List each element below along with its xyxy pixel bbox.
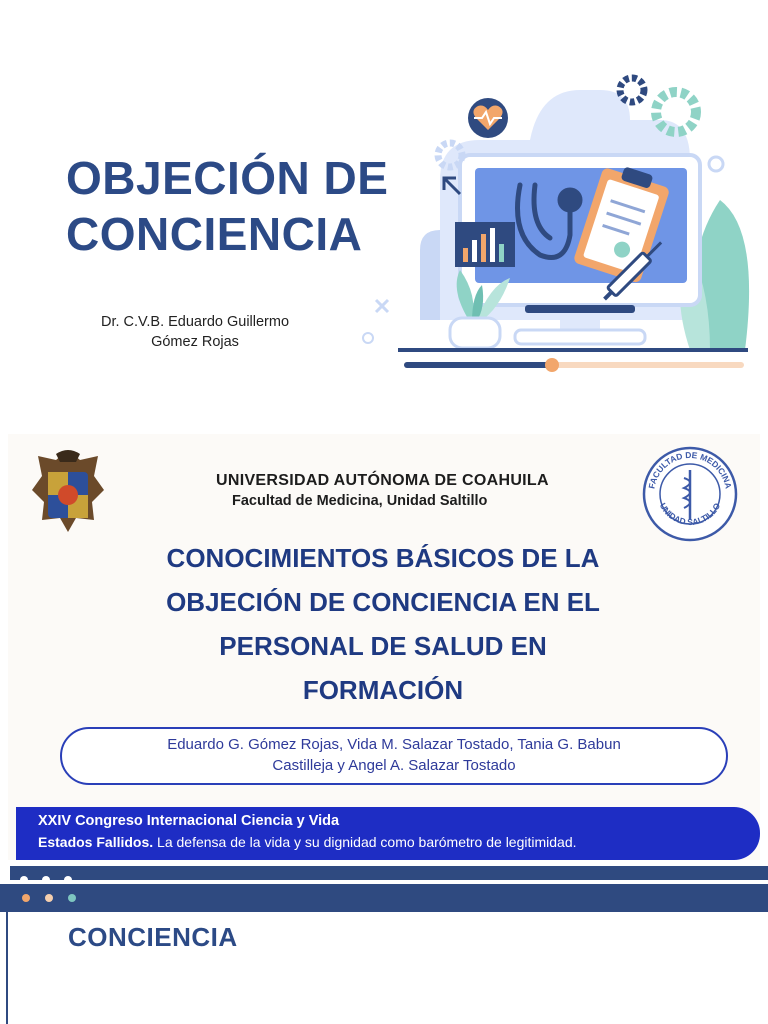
poster-title-line-3: PERSONAL DE SALUD EN	[219, 631, 547, 661]
congress-subtitle-bold: Estados Fallidos.	[38, 834, 154, 850]
cover-author	[70, 312, 320, 352]
svg-text:UNIDAD SALTILLO: UNIDAD SALTILLO	[657, 501, 723, 527]
header-bar	[0, 884, 768, 912]
cover-title	[66, 150, 406, 262]
congress-banner	[16, 807, 760, 860]
poster-slide	[8, 434, 760, 860]
authors-box	[60, 727, 728, 785]
bar-chart-icon	[455, 222, 515, 267]
cover-title-line-2: CONCIENCIA	[66, 208, 363, 260]
congress-title: XXIV Congreso Internacional Ciencia y Vida	[38, 813, 340, 829]
cover-author-line-2: Gómez Rojas	[151, 334, 239, 350]
cover-title-line-1: OBJECIÓN DE	[66, 152, 389, 204]
window-dot	[64, 876, 72, 884]
medical-illustration	[360, 60, 760, 380]
window-dot-mint	[68, 894, 76, 902]
gear-icon	[620, 78, 644, 102]
congress-subtitle-rest: La defensa de la vida y su dignidad como barómetro de legitimidad.	[153, 834, 577, 850]
progress-knob	[545, 358, 559, 372]
authors-line-1: Eduardo G. Gómez Rojas, Vida M. Salazar Tostado, Tania G. Babun	[167, 736, 621, 753]
heart-monitor-icon	[468, 98, 508, 138]
poster-title-line-2: OBJECIÓN DE CONCIENCIA EN EL	[166, 587, 600, 617]
window-dot-peach	[45, 894, 53, 902]
faculty-seal-icon	[640, 444, 740, 544]
congress-subtitle	[38, 832, 760, 852]
svg-text:FACULTAD DE MEDICINA: FACULTAD DE MEDICINA	[646, 449, 734, 490]
window-dot-orange	[22, 894, 30, 902]
progress-fill	[404, 362, 552, 368]
poster-title	[118, 536, 648, 712]
cover-slide	[0, 0, 768, 410]
window-dot	[20, 876, 28, 884]
poster-title-line-4: FORMACIÓN	[302, 675, 464, 705]
authors-line-2: Castilleja y Angel A. Salazar Tostado	[272, 757, 516, 774]
frame-left-border	[6, 906, 8, 1024]
poster-title-line-1: CONOCIMIENTOS BÁSICOS DE LA	[166, 543, 600, 573]
cover-author-line-1: Dr. C.V.B. Eduardo Guillermo	[100, 314, 290, 330]
window-dot	[42, 876, 50, 884]
conciencia-slide	[0, 866, 768, 1024]
section-title: CONCIENCIA	[68, 922, 238, 952]
faculty-name: Facultad de Medicina, Unidad Saltillo	[232, 493, 488, 509]
top-band	[10, 866, 768, 880]
university-name: UNIVERSIDAD AUTÓNOMA DE COAHUILA	[216, 472, 549, 489]
university-crest-icon	[28, 446, 108, 536]
